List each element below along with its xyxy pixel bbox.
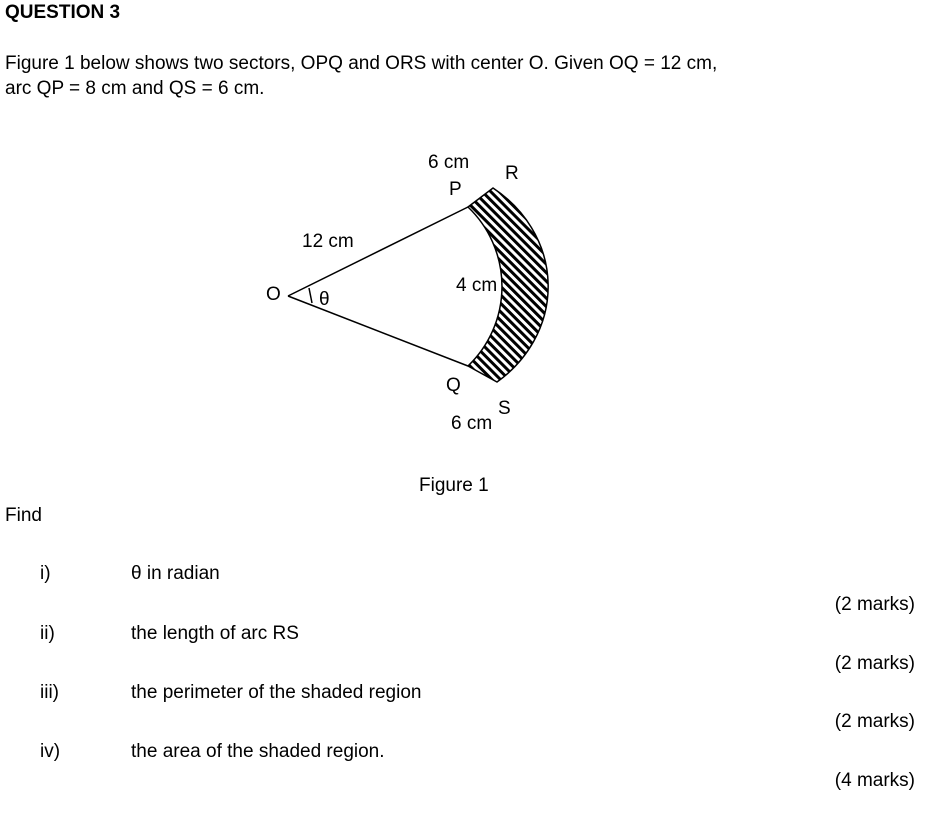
label-top-6cm: 6 cm [428,152,470,173]
part-text: θ in radian [131,563,220,584]
part-number: iv) [40,741,61,762]
part-number: i) [40,563,51,584]
intro-line-2: arc QP = 8 cm and QS = 6 cm. [5,78,265,99]
find-label: Find [5,505,42,526]
part-number: ii) [40,623,55,644]
part-marks: (4 marks) [834,770,915,791]
label-theta: θ [319,289,330,310]
label-bottom-6cm: 6 cm [451,413,493,434]
part-text: the length of arc RS [131,623,299,644]
part-number: iii) [40,682,59,703]
label-S: S [498,398,511,419]
label-Q: Q [446,375,461,396]
angle-marker [309,288,312,303]
question-heading: QUESTION 3 [5,2,121,23]
label-O: O [266,284,281,305]
intro-line-1: Figure 1 below shows two sectors, OPQ and ORS with center O. Given OQ = 12 cm, [5,53,718,74]
part-marks: (2 marks) [834,594,915,615]
radius-OQ [288,296,468,366]
figure-caption: Figure 1 [419,475,489,496]
part-marks: (2 marks) [834,711,915,732]
label-12cm: 12 cm [302,231,354,252]
part-text: the area of the shaded region. [131,741,385,762]
part-marks: (2 marks) [834,653,915,674]
label-P: P [449,179,462,200]
label-4cm: 4 cm [456,275,498,296]
label-R: R [505,163,519,184]
part-text: the perimeter of the shaded region [131,682,422,703]
